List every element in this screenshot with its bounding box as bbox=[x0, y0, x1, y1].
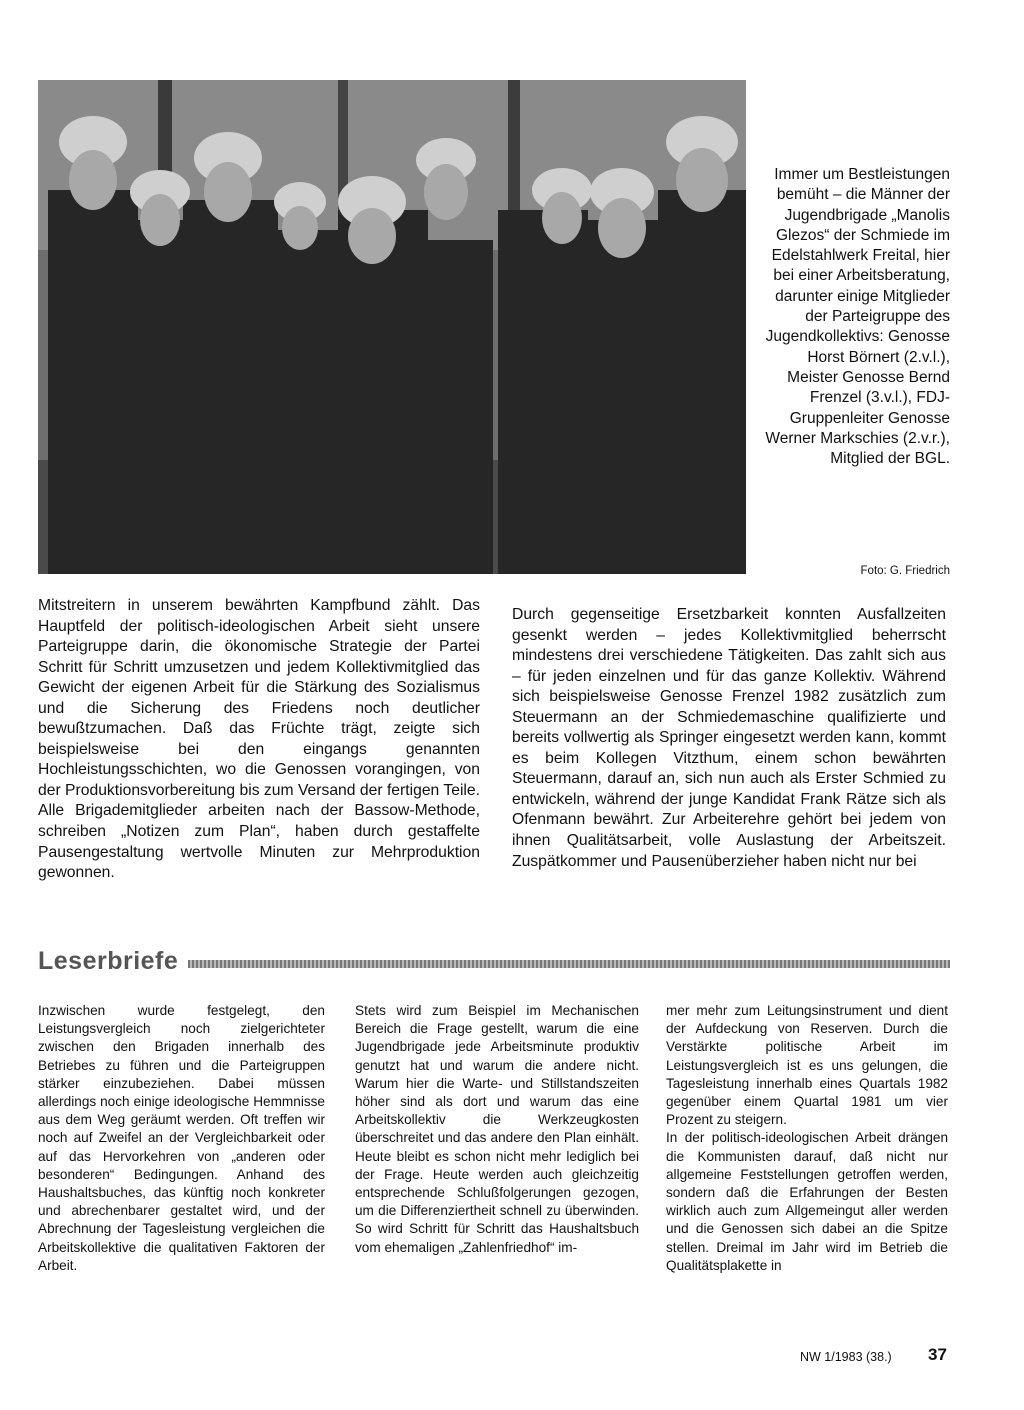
article-column-right bbox=[512, 605, 946, 872]
issue-label: NW 1/1983 (38.) bbox=[800, 1350, 892, 1364]
letter-paragraph: Stets wird zum Beispiel im Mechanischen Bereich die Frage gestellt, warum die eine Jugendbrigade jede Arbeitsminute produktiv genutzt hat und warum die andere nicht. Warum hier die Warte- und Stillstandszeiten höher sind als dort und warum das eine Arbeitskollektiv die Werkzeugkosten überschreitet und das andere den Plan einhält. Heute bleibt es schon nicht mehr lediglich bei der Frage. Heute werden auch gleichzeitig entsprechende Schlußfolgerungen gezogen, um die Differenziertheit schnell zu überwinden. So wird Schritt für Schritt das Haushaltsbuch vom ehemaligen „Zahlenfriedhof“ im- bbox=[355, 1003, 639, 1255]
letters-column-3 bbox=[666, 1002, 948, 1275]
section-rule bbox=[188, 960, 950, 968]
letters-column-2 bbox=[355, 1002, 639, 1257]
article-paragraph: Mitstreitern in unserem bewährten Kampfbund zählt. Das Hauptfeld der politisch-ideologischen Arbeit sieht unsere Parteigruppe darin, die ökonomische Strategie der Partei Schritt für Schritt umzusetzen und jedem Kollektivmitglied das Gewicht der eigenen Arbeit für die Stärkung des Sozialismus und die Sicherung des Friedens noch deutlicher bewußtzumachen. Daß das Früchte trägt, zeigte sich beispielsweise bei den eingangs genannten Hochleistungsschichten, wo die Genossen vorangingen, von der Produktionsvorbereitung bis zum Versand der fertigen Teile. Alle Brigademitglieder arbeiten nach der Bassow-Methode, schreiben „Notizen zum Plan“, haben durch gestaffelte Pausengestaltung wertvolle Minuten zur Mehrproduktion gewonnen. bbox=[38, 597, 480, 882]
article-column-left bbox=[38, 596, 480, 884]
photo-caption: Immer um Bestleistungen bemüht – die Männer der Jugendbrigade „Manolis Glezos“ der Schmiede im Edelstahlwerk Freital, hier bei einer Arbeitsberatung, darunter einige Mitglieder der Parteigruppe des Jugendkollektivs: Genosse Horst Börnert (2.v.l.), Meister Genosse Bernd Frenzel (3.v.l.), FDJ-Gruppenleiter Genosse Werner Markschies (2.v.r.), Mitglied der BGL. bbox=[765, 166, 950, 468]
letters-column-1 bbox=[38, 1002, 325, 1275]
photo-credit: Foto: G. Friedrich bbox=[860, 565, 950, 577]
article-paragraph: Durch gegenseitige Ersetzbarkeit konnten Ausfallzeiten gesenkt werden – jedes Kollektivmitglied beherrscht mindestens drei verschiedene Tätigkeiten. Das zahlt sich aus – für jeden einzelnen und für das ganze Kollektiv. Während sich beispielsweise Genosse Frenzel 1982 zusätzlich zum Steuermann an der Schmiedemaschine qualifizierte und bereits vollwertig als Springer eingesetzt werden kann, kommt es beim Kollegen Vitzthum, einem schon bewährten Steuermann, darauf an, sich nun auch als Erster Schmied zu entwickeln, während der junge Kandidat Frank Rätze sich als Ofenmann bewährt. Zur Arbeiterehre gehört bei jedem von ihnen Qualitätsarbeit, volle Auslastung der Arbeitszeit. Zuspätkommer und Pausenüberzieher haben nicht nur bei bbox=[512, 606, 946, 870]
letter-paragraph: In der politisch-ideologischen Arbeit drängen die Kommunisten darauf, daß nicht nur allgemeine Feststellungen getroffen werden, sondern daß die Erfahrungen der Besten wirklich auch zum Allgemeingut aller werden und die Genossen sich dabei an die Spitze stellen. Dreimal im Jahr wird im Betrieb die Qualitätsplakette in bbox=[666, 1130, 948, 1273]
letter-paragraph: mer mehr zum Leitungsinstrument und dient der Aufdeckung von Reserven. Durch die Verstärkte politische Arbeit im Leistungsvergleich ist es uns gelungen, die Tagesleistung innerhalb eines Quartals 1982 gegenüber einem Quartal 1981 um vier Prozent zu steigern. bbox=[666, 1003, 948, 1128]
letters-section-header bbox=[38, 947, 950, 977]
letter-paragraph: Inzwischen wurde festgelegt, den Leistungsvergleich noch zielgerichteter zwischen den Brigaden innerhalb des Betriebes zu führen und die Parteigruppen stärker einzubeziehen. Dabei müssen allerdings noch einige ideologische Hemmnisse aus dem Weg geräumt werden. Oft treffen wir noch auf Zweifel an der Vergleichbarkeit oder auf das Hervorkehren von „anderen oder besonderen“ Bedingungen. Anhand des Haushaltsbuches, das künftig noch konkreter und abrechenbarer gestaltet wird, und der Abrechnung der Tagesleistung vergleichen die Arbeitskollektive die qualitativen Faktoren der Arbeit. bbox=[38, 1003, 325, 1273]
photo-image bbox=[38, 80, 746, 574]
letters-heading: Leserbriefe bbox=[38, 947, 179, 975]
page-number: 37 bbox=[928, 1345, 947, 1364]
photo-workers bbox=[38, 80, 746, 574]
